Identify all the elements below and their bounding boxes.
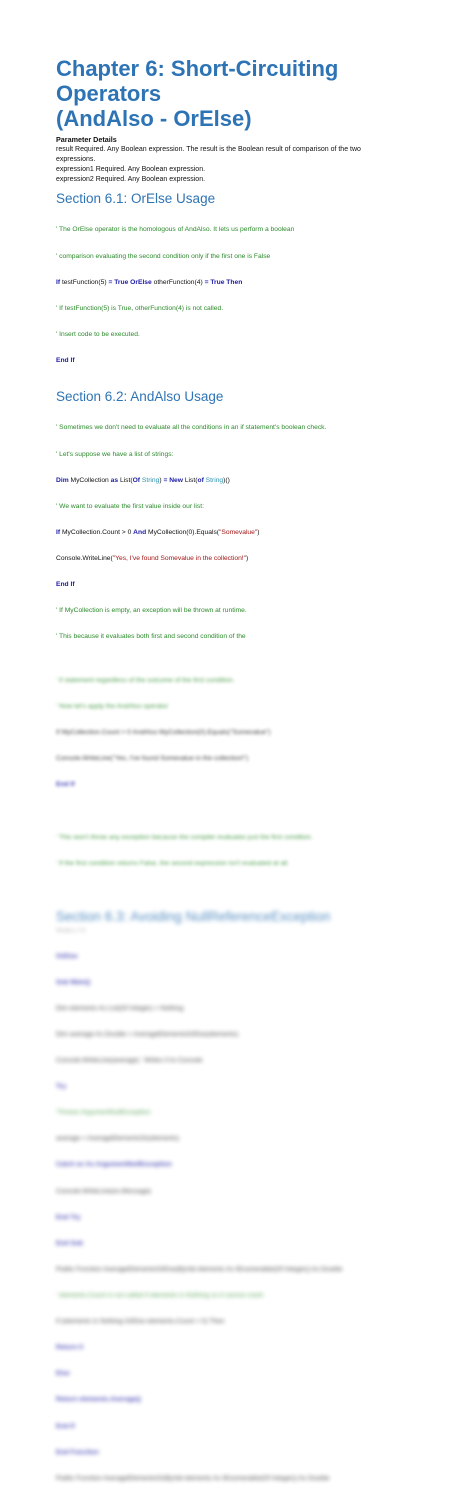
code-comment: ' This because it evaluates both first and second condition of the: [56, 633, 246, 641]
code-comment: ' Insert code to be executed.: [56, 330, 140, 338]
keyword: as: [110, 476, 119, 484]
code-comment: ' If MyCollection is empty, an exception will be thrown at runtime.: [56, 607, 247, 615]
keyword: Of: [132, 476, 141, 484]
code-line: [56, 555, 436, 564]
code-line: Return elements.Average(): [56, 1396, 141, 1404]
code-comment: ' Let's suppose we have a list of strings:: [56, 450, 174, 458]
code-comment: ' Sometimes we don't need to evaluate all the conditions in an if statement's boolean check.: [56, 424, 327, 432]
code-text: otherFunction(: [151, 278, 197, 286]
code-line: Try: [56, 1083, 67, 1091]
keyword-line: End If: [56, 356, 75, 364]
string-literal: "Somevalue": [219, 528, 258, 536]
keyword: Dim: [56, 476, 69, 484]
section-6-2-code: [56, 407, 436, 903]
code-text: List(: [118, 476, 133, 484]
page-content: [56, 56, 436, 1501]
number: 0: [188, 528, 193, 536]
code-text: ).Equals(: [192, 528, 220, 536]
chapter-title: [56, 56, 436, 131]
section-6-3-blurred: [56, 908, 436, 1501]
code-line: [56, 529, 436, 538]
section-6-3-heading: Section 6.3: Avoiding NullReferenceException: [56, 909, 331, 925]
code-text: testFunction(: [60, 278, 101, 286]
blurred-code-block: [56, 659, 436, 885]
code-line: Public Function AverageElementsOrElse(ByVal elements As IEnumerable(Of Integer)) As Double: [56, 1265, 343, 1273]
code-line: If (elements Is Nothing OrElse elements.Count = 0) Then: [56, 1318, 225, 1326]
code-comment: ' Now let's apply the AndAlso operator: [56, 702, 169, 710]
chapter-title-line-2: (AndAlso - OrElse): [56, 106, 252, 131]
code-line: Public Function AverageElementsOr(ByVal elements As IEnumerable(Of Integer)) As Double: [56, 1474, 330, 1482]
code-text: ): [200, 278, 205, 286]
code-text: Console.WriteLine(: [56, 555, 113, 563]
code-line: End If: [56, 1422, 75, 1430]
section-6-2-heading: Section 6.2: AndAlso Usage: [56, 389, 224, 405]
code-line: OrElse: [56, 952, 78, 960]
code-line: Return 0: [56, 1344, 84, 1352]
code-line: If MyCollection.Count > 0 AndAlso MyCollection(0).Equals("Somevalue"): [56, 729, 271, 737]
code-text: ): [159, 476, 164, 484]
code-text: ): [246, 555, 249, 563]
number: 5: [100, 278, 105, 286]
section-6-1-heading: Section 6.1: OrElse Usage: [56, 191, 216, 206]
section-6-1-code: [56, 209, 436, 383]
keyword-line: End If: [56, 581, 75, 589]
string-literal: "Yes, I've found Somevalue in the collection!": [112, 555, 247, 563]
number: 0: [127, 528, 132, 536]
parameter-details-heading: Parameter Details: [56, 135, 117, 144]
type-name: String: [141, 476, 160, 484]
code-line: Else: [56, 1370, 70, 1378]
code-text: MyCollection.Count >: [60, 528, 128, 536]
code-comment: ' If the first condition returns False, the second expression isn't evaluated at all.: [56, 859, 290, 867]
param-line: expressions.: [56, 156, 96, 163]
code-line: ' elements.Count is not called if elements is Nothing so it cannot crash: [56, 1291, 264, 1299]
code-line: Dim average As Double = AverageElementsOrElse(elements): [56, 1030, 239, 1038]
code-line: End Try: [56, 1213, 81, 1221]
code-comment: ' We want to evaluate the first value inside our list:: [56, 502, 204, 510]
code-line: [56, 279, 436, 288]
code-line: Catch ex As ArgumentNullException: [56, 1161, 172, 1169]
code-comment: ' If testFunction(5) is True, otherFunction(4) is not called.: [56, 304, 224, 312]
code-text: )(): [223, 476, 230, 484]
code-text: ): [257, 528, 260, 536]
code-line: Sub Main(): [56, 978, 91, 986]
type-name: String: [205, 476, 224, 484]
code-line: Console.WriteLine(average) ' Writes 0 to Console: [56, 1056, 203, 1064]
keyword: = True OrElse: [108, 278, 152, 286]
code-line: Console.WriteLine("Yes, I've found Somevalue in the collection!"): [56, 755, 249, 763]
param-line: result Required. Any Boolean expression. The result is the Boolean result of comparison of the two: [56, 146, 361, 153]
code-text: ): [104, 278, 109, 286]
section-6-3-code: [56, 935, 436, 1501]
code-comment: ' if statement regardless of the outcome of the first condition.: [56, 676, 235, 684]
keyword-line: End If: [56, 781, 75, 789]
code-text: MyCollection: [68, 476, 111, 484]
keyword: If: [56, 528, 61, 536]
version-note: Version ≥ 7.0: [56, 928, 86, 935]
code-line: End Sub: [56, 1239, 84, 1247]
code-text: MyCollection(: [146, 528, 189, 536]
code-comment: ' The OrElse operator is the homologous of AndAlso. It lets us perform a boolean: [56, 226, 295, 234]
code-line: average = AverageElementsOr(elements): [56, 1135, 180, 1143]
code-line: End Function: [56, 1448, 99, 1456]
number: 4: [196, 278, 201, 286]
code-line: [56, 477, 436, 486]
code-line: [56, 807, 436, 816]
code-text: List(: [182, 476, 198, 484]
keyword: of: [197, 476, 204, 484]
param-line: expression1 Required. Any Boolean expression.: [56, 166, 206, 173]
param-line: expression2 Required. Any Boolean expression.: [56, 176, 206, 183]
code-line: Console.WriteLine(ex.Message): [56, 1187, 152, 1195]
code-line: Dim elements As List(Of Integer) = Nothing: [56, 1004, 184, 1012]
code-comment: ' This won't throw any exception because the compiler evaluates just the first condition.: [56, 833, 313, 841]
code-line: 'Throws ArgumentNullException: [56, 1109, 151, 1117]
chapter-title-line-1: Chapter 6: Short-Circuiting Operators: [56, 56, 339, 106]
keyword: = True Then: [204, 278, 243, 286]
keyword: = New: [163, 476, 183, 484]
keyword: If: [56, 278, 61, 286]
keyword: And: [133, 528, 147, 536]
code-comment: ' comparison evaluating the second condition only if the first one is False: [56, 252, 271, 260]
